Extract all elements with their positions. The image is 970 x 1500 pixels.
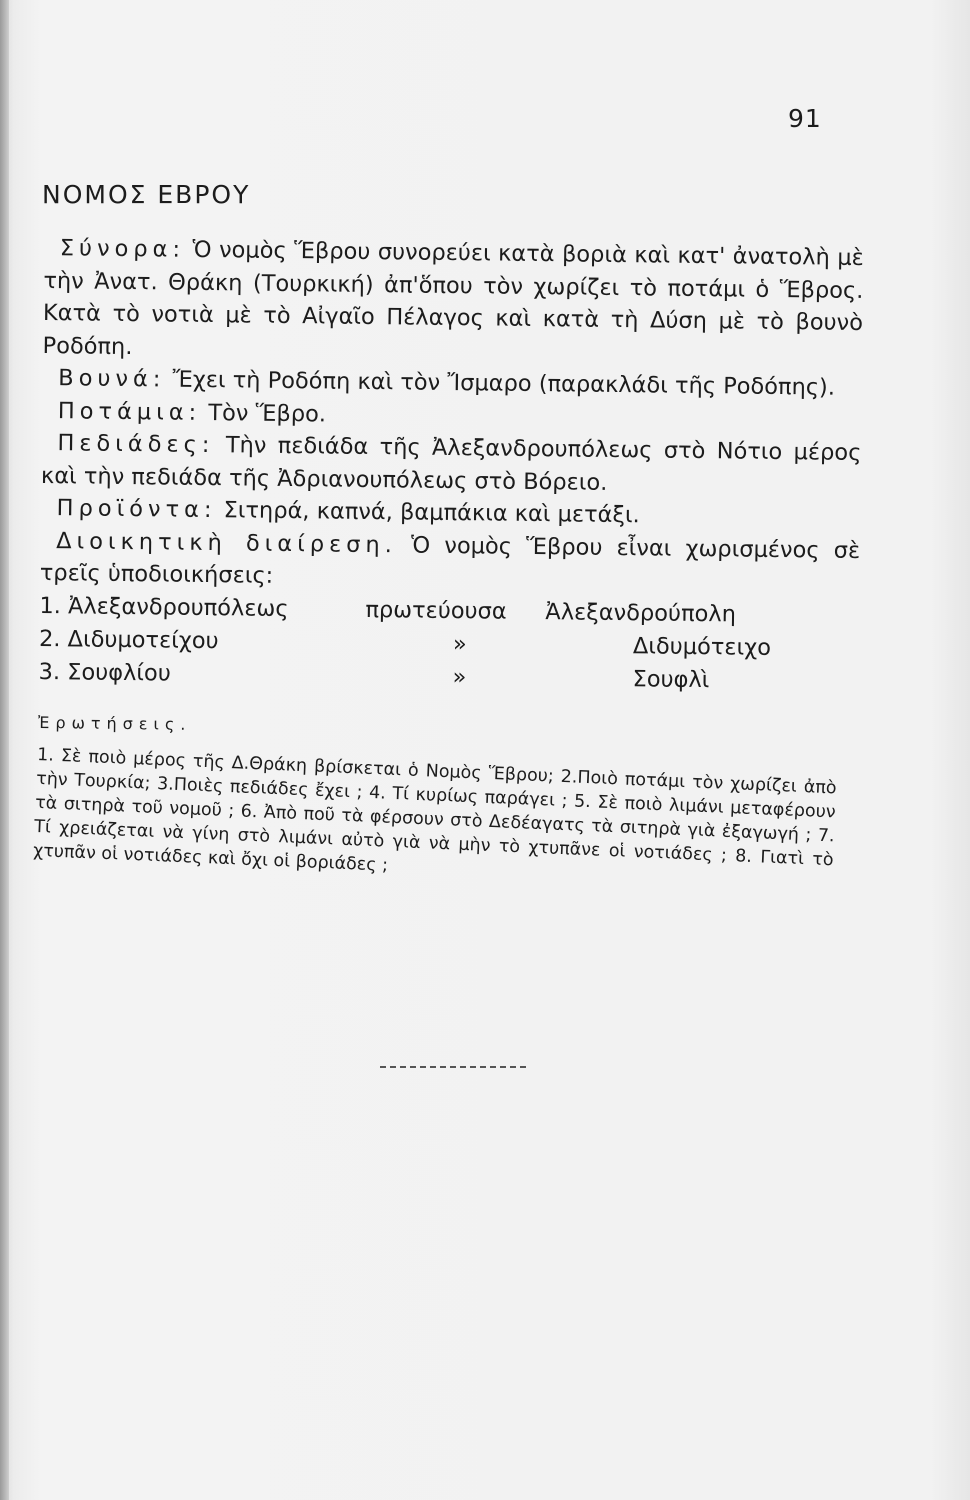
subdivision-capital: Σουφλὶ xyxy=(632,665,710,693)
book-spine-shadow xyxy=(0,0,9,1500)
rivers-label: Ποτάμια: xyxy=(57,397,202,426)
subdivision-seat-label: » xyxy=(452,630,467,657)
mountains-label: Βουνά: xyxy=(58,365,166,393)
chapter-title: ΝΟΜΟΣ ΕΒΡΟΥ xyxy=(42,180,251,209)
plains-label: Πεδιάδες: xyxy=(57,430,215,459)
administration-paragraph xyxy=(40,524,861,599)
administration-text: Ὁ νομὸς Ἕβρου εἶναι χωρισμένος σὲ τρεῖς ὑποδιοικήσεις: xyxy=(39,532,861,589)
subdivision-capital: Ἀλεξανδρούπολη xyxy=(545,598,737,627)
subdivision-name: 1. Ἀλεξανδρουπόλεως xyxy=(39,592,289,622)
rivers-text: Τὸν Ἕβρο. xyxy=(208,399,327,427)
borders-label: Σύνορα: xyxy=(59,235,186,263)
administration-label: Διοικητικὴ διαίρεση. xyxy=(56,527,398,558)
borders-paragraph xyxy=(42,232,864,372)
subdivision-list xyxy=(38,589,859,698)
chapter-body xyxy=(32,232,864,876)
questions-heading: Ἐρωτήσεις. xyxy=(37,712,192,734)
page-number: 91 xyxy=(788,104,822,133)
subdivision-capital: Διδυμότειχο xyxy=(632,632,772,661)
questions-text: 1. Σὲ ποιὸ μέρος τῆς Δ.Θράκη βρίσκεται ὁ Νομὸς Ἕβρου; 2.Ποιὸ ποτάμι τὸν χωρίζει ἀπὸ τὴν Τουρκία; 3.Ποιὲς πεδιάδες ἔχει ; 4. Τί κυρίως παράγει ; 5. Σὲ ποιὸ λιμάνι μεταφέρουν τὰ σιτηρὰ τοῦ νομοῦ ; 6. Ἀπὸ ποῦ τὰ φέρσουν στὸ Δεδέαγατς τὰ σιτηρὰ γιὰ ἐξαγωγή ; 7. Τί χρειάζεται νὰ γίνη στὸ λιμάνι αὐτὸ γιὰ νὰ μὴν τὸ χτυπᾶνε οἱ νοτιάδες ; 8. Γιατὶ τὸ χτυπᾶν οἱ νοτιάδες καὶ ὄχι οἱ βοριάδες ; xyxy=(32,744,837,876)
products-label: Προϊόντα: xyxy=(56,495,217,524)
mountains-text: Ἔχει τὴ Ροδόπη καὶ τὸν Ἴσμαρο (παρακλάδι τῆς Ροδόπης). xyxy=(172,366,836,401)
subdivision-name: 3. Σουφλίου xyxy=(38,658,171,687)
subdivision-name: 2. Διδυμοτείχου xyxy=(38,625,219,654)
end-rule-divider xyxy=(380,1066,526,1068)
plains-paragraph xyxy=(41,427,862,502)
subdivision-seat-label: πρωτεύουσα xyxy=(365,596,507,625)
plains-text: Τὴν πεδιάδα τῆς Ἀλεξανδρουπόλεως στὸ Νότιο μέρος καὶ τὴν πεδιάδα τῆς Ἀδριανουπόλεως στὸ Βόρειο. xyxy=(40,432,862,496)
subdivision-seat-label: » xyxy=(452,663,467,690)
products-text: Σιτηρά, καπνά, βαμπάκια καὶ μετάξι. xyxy=(223,497,640,529)
borders-text: Ὁ νομὸς Ἕβρου συνορεύει κατὰ βοριὰ καὶ κατ' ἀνατολὴ μὲ τὴν Ἀνατ. Θράκη (Τουρκική) ἀπ'ὅπου τὸν χωρίζει τὸ ποτάμι ὁ Ἕβρος. Κατὰ τὸ νοτιὰ μὲ τὸ Αἰγαῖο Πέλαγος καὶ κατὰ τὴ Δύση μὲ τὸ βουνὸ Ροδόπη. xyxy=(42,236,864,360)
